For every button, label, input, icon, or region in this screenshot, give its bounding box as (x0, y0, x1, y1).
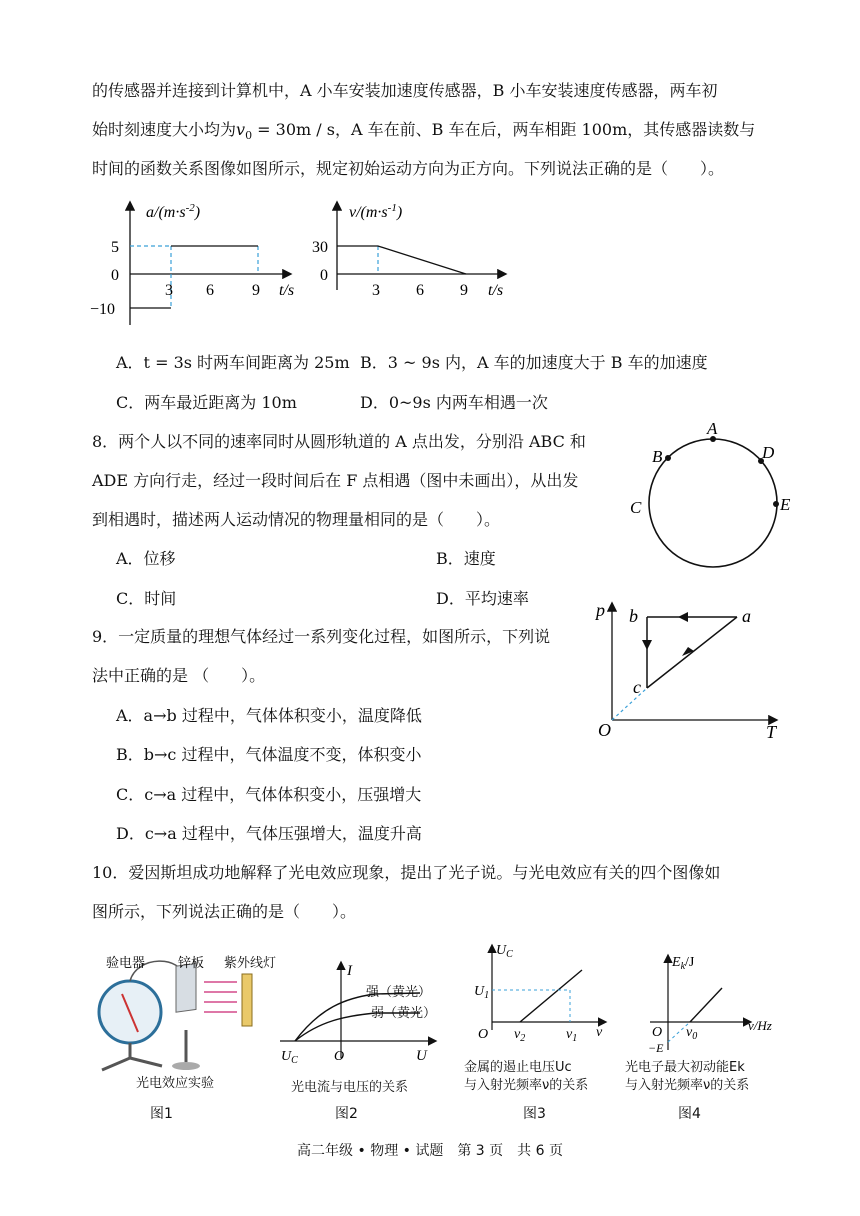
point-d: D (762, 443, 775, 462)
fig1-caption: 光电效应实验 (136, 1076, 215, 1091)
fig4-vHz: ν/Hz (748, 1018, 772, 1033)
a-xtick-3: 3 (165, 282, 173, 299)
q7-option-b: B．3 ~ 9s 内，A 车的加速度大于 B 车的加速度 (360, 353, 708, 372)
q8-option-c: C．时间 (116, 589, 177, 608)
fig2-I: I (347, 963, 352, 979)
fig2-O: O (334, 1049, 345, 1063)
fig4-O: O (652, 1025, 663, 1040)
point-e: E (780, 495, 791, 514)
a-ylabel: $a/(m\cdot s^{-2})$ (146, 202, 201, 221)
v-ytick-30: 30 (312, 239, 328, 256)
fig3-caption-1: 金属的遏止电压Uc (464, 1060, 572, 1075)
a-ytick-5: 5 (111, 239, 119, 256)
process-c-a (647, 617, 737, 688)
fig3-graph (460, 940, 610, 1045)
fig2-weak-label: 弱（黄光） (371, 1006, 437, 1021)
q8-option-a: A．位移 (116, 549, 176, 568)
q7-option-a: A．t = 3s 时两车间距离为 25m (116, 353, 350, 372)
v-xlabel: t/s (488, 282, 504, 299)
q8-option-b: B．速度 (436, 549, 496, 568)
b-label: b (629, 606, 638, 626)
fig4-number: 图4 (678, 1106, 701, 1122)
T-label: T (766, 722, 777, 742)
q8-line-3: 到相遇时，描述两人运动情况的物理量相同的是（ ）。 (92, 510, 501, 529)
q9-line-1: 9．一定质量的理想气体经过一系列变化过程，如图所示，下列说 (92, 627, 551, 646)
a-label: a (742, 606, 751, 626)
q9-line-2: 法中正确的是 （ ）。 (92, 666, 266, 685)
fig3-line (520, 970, 582, 1022)
fig3-O: O (478, 1027, 489, 1042)
a-ytick-0: 0 (111, 267, 119, 284)
q7-option-d: D．0~9s 内两车相遇一次 (360, 393, 548, 412)
q8-circle-figure (625, 418, 800, 573)
v-xtick-6: 6 (416, 282, 424, 299)
q7-line-2 (92, 119, 755, 147)
q9-option-d: D．c→a 过程中，气体压强增大，温度升高 (116, 824, 422, 843)
O-label: O (598, 720, 611, 740)
q9-pT-graph (590, 596, 785, 746)
q9-option-b: B．b→c 过程中，气体温度不变，体积变小 (116, 745, 422, 764)
p-label: p (596, 600, 605, 620)
q7-line-2a: 始时刻速度大小均为 (92, 120, 237, 139)
q8-option-d: D．平均速率 (436, 589, 529, 608)
q10-line-1: 10．爱因斯坦成功地解释了光电效应现象，提出了光子说。与光电效应有关的四个图像如 (92, 863, 721, 882)
fig3-caption-2: 与入射光频率ν的关系 (464, 1078, 589, 1093)
fig2-caption: 光电流与电压的关系 (291, 1080, 409, 1095)
v-ytick-0: 0 (320, 267, 328, 284)
q7-line-1: 的传感器并连接到计算机中，A 小车安装加速度传感器，B 小车安装速度传感器，两车初 (92, 81, 718, 100)
fig4-Ek: $E_k/J$ (672, 955, 695, 972)
point-c: C (630, 498, 642, 517)
fig3-number: 图3 (523, 1106, 546, 1122)
fig4-caption-1: 光电子最大初动能Ek (625, 1060, 745, 1075)
q9-option-c: C．c→a 过程中，气体体积变小，压强增大 (116, 785, 422, 804)
v-xtick-3: 3 (372, 282, 380, 299)
q8-line-1: 8．两个人以不同的速率同时从圆形轨道的 A 点出发，分别沿 ABC 和 (92, 432, 586, 451)
fig2-U: U (416, 1048, 427, 1063)
fig2-Uc: $U_C$ (281, 1049, 298, 1063)
fig4-graph (640, 950, 790, 1055)
v-xtick-9: 9 (460, 282, 468, 299)
point-b: B (652, 447, 663, 466)
fig1-label-uv-lamp: 紫外线灯 (224, 956, 277, 971)
q10-line-2: 图所示，下列说法正确的是（ ）。 (92, 902, 357, 921)
q9-option-a: A．a→b 过程中，气体体积变小，温度降低 (116, 706, 422, 725)
fig1-label-zinc: 锌板 (178, 955, 205, 970)
c-label: c (633, 677, 641, 697)
fig3-v1: $\nu_1$ (566, 1027, 578, 1044)
q7-line-2b: ，A 车在前、B 车在后，两车相距 100m，其传感器读数与 (334, 120, 756, 139)
page-footer: 高二年级 • 物理 • 试题 第 3 页 共 6 页 (297, 1143, 563, 1159)
q7-graph-v (305, 195, 530, 305)
fig4-caption-2: 与入射光频率ν的关系 (625, 1078, 750, 1093)
q7-v0-sub: 0 (245, 129, 253, 143)
q7-option-c: C．两车最近距离为 10m (116, 393, 297, 412)
a-xlabel: t/s (279, 282, 295, 299)
a-xtick-9: 9 (252, 282, 260, 299)
q7-line-3: 时间的函数关系图像如图所示，规定初始运动方向为正方向。下列说法正确的是（ ）。 (92, 159, 725, 178)
q7-v0-eq: = 30m / s (252, 120, 335, 139)
fig4-v0: $\nu_0$ (686, 1025, 698, 1042)
a-xtick-6: 6 (206, 282, 214, 299)
v-ylabel: $v/(m\cdot s^{-1})$ (349, 202, 403, 221)
fig2-strong-label: 强（黄光） (366, 985, 432, 1000)
point-a: A (707, 419, 718, 438)
v-line (337, 246, 466, 274)
fig1-label-electroscope: 验电器 (106, 955, 146, 970)
fig4-line (690, 988, 722, 1022)
q7-graph-a (85, 195, 315, 335)
fig3-Uc: $U_C$ (496, 943, 513, 960)
q8-line-2: ADE 方向行走，经过一段时间后在 F 点相遇（图中未画出），从出发 (92, 471, 579, 490)
fig3-v2: $\nu_2$ (514, 1027, 526, 1044)
fig3-U1: $U_1$ (474, 984, 490, 1001)
fig3-v: ν (596, 1025, 603, 1040)
fig4-negE: −E (648, 1041, 664, 1055)
q7-v0: v (236, 120, 246, 139)
fig1-number: 图1 (150, 1106, 173, 1122)
a-ytick-neg10: −10 (90, 301, 116, 318)
fig2-number: 图2 (335, 1106, 358, 1122)
